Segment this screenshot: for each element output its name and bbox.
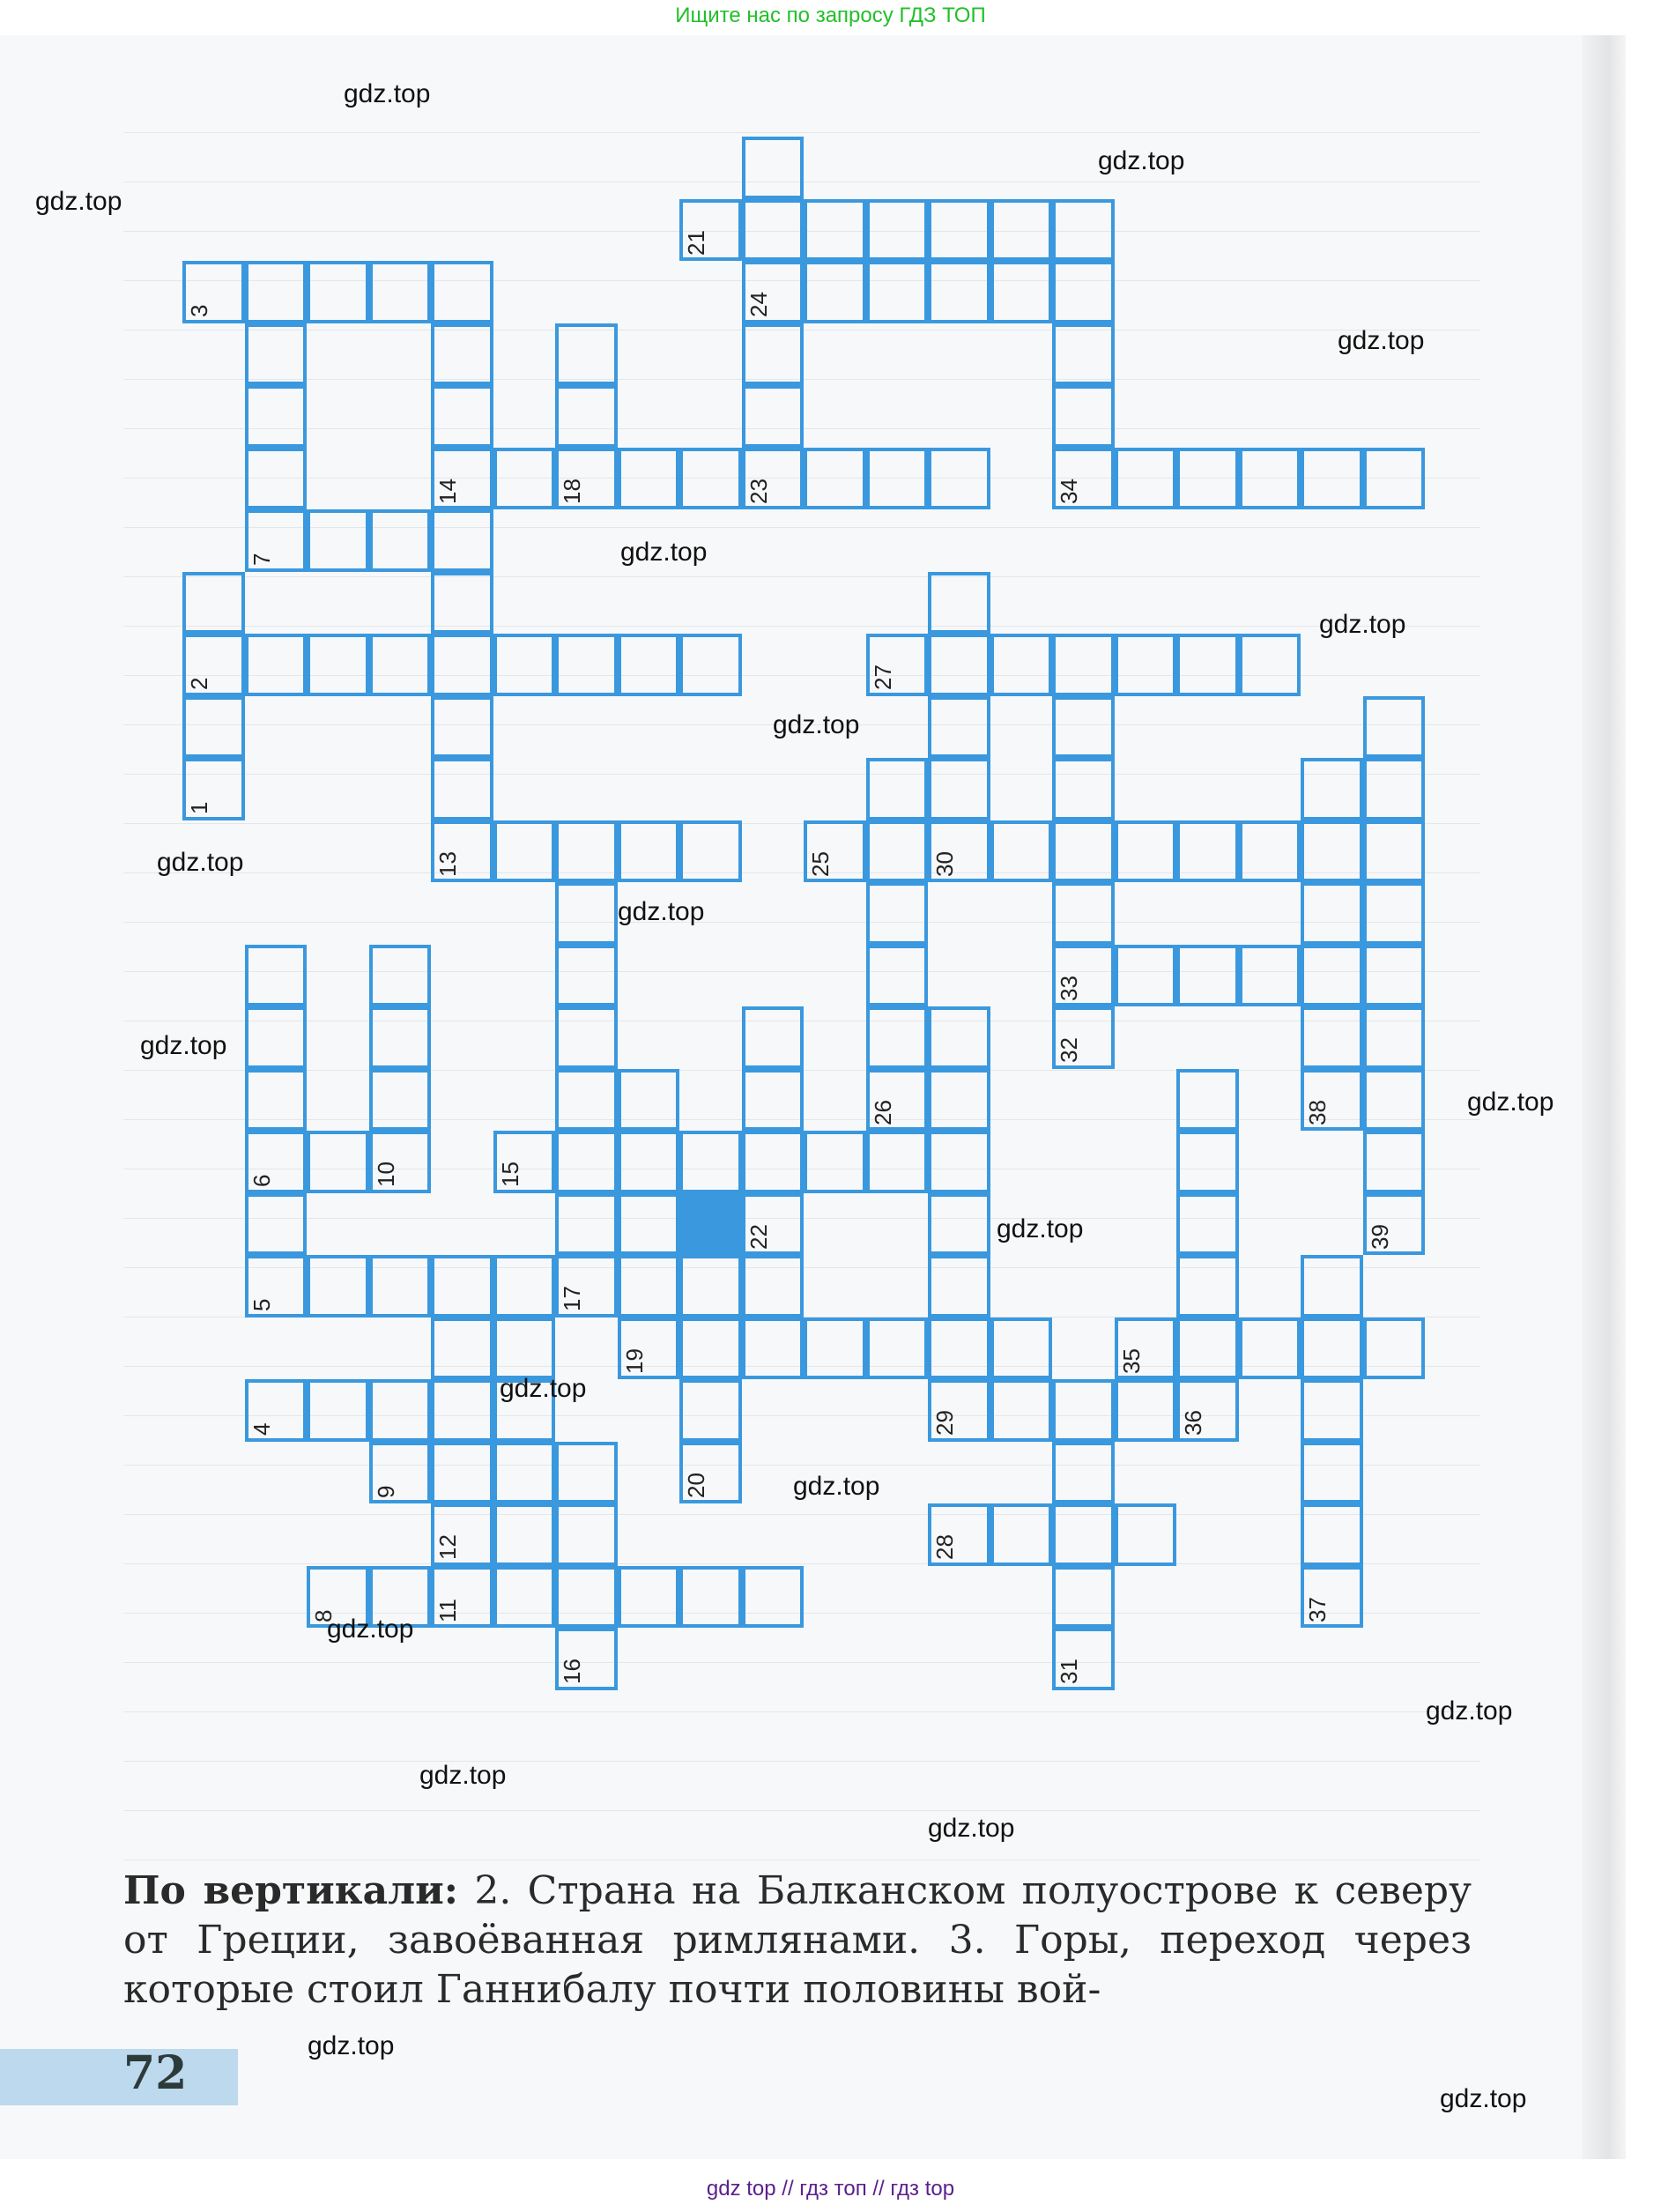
- crossword-cell[interactable]: [618, 448, 680, 510]
- crossword-cell[interactable]: [742, 1069, 805, 1132]
- crossword-cell[interactable]: [1052, 696, 1115, 759]
- clue-number-5: 5: [248, 1298, 275, 1311]
- clue-number-33: 33: [1056, 975, 1082, 1001]
- crossword-cell[interactable]: [866, 1318, 929, 1380]
- crossword-cell[interactable]: [1301, 882, 1363, 945]
- crossword-cell[interactable]: [990, 1379, 1053, 1442]
- crossword-cell[interactable]: [245, 945, 308, 1007]
- crossword-cell[interactable]: [990, 634, 1053, 696]
- crossword-cell[interactable]: [618, 1069, 680, 1132]
- crossword-cell[interactable]: [618, 1566, 680, 1629]
- crossword-cell[interactable]: [307, 1255, 369, 1318]
- crossword-cell[interactable]: [555, 1442, 618, 1504]
- clue-number-31: 31: [1056, 1659, 1082, 1684]
- crossword-cell[interactable]: [679, 1131, 742, 1193]
- clue-number-19: 19: [620, 1347, 648, 1374]
- crossword-cell[interactable]: [431, 385, 493, 448]
- crossword-cell[interactable]: [431, 261, 493, 323]
- bleed-through-line: [123, 576, 1480, 577]
- crossword-cell[interactable]: [1301, 820, 1363, 883]
- crossword-cell[interactable]: [679, 448, 742, 510]
- watermark: gdz.top: [344, 79, 431, 108]
- watermark: gdz.top: [419, 1761, 507, 1790]
- clue-number-8: 8: [310, 1609, 337, 1622]
- crossword-cell[interactable]: [555, 1193, 618, 1256]
- clue-number-12: 12: [434, 1534, 461, 1560]
- crossword-cell[interactable]: [1176, 1069, 1239, 1132]
- crossword-cell[interactable]: [742, 323, 805, 386]
- watermark: gdz.top: [327, 1614, 414, 1644]
- clue-number-24: 24: [745, 292, 772, 317]
- crossword-cell[interactable]: [928, 1255, 990, 1318]
- crossword-cell[interactable]: [245, 385, 308, 448]
- crossword-cell[interactable]: [618, 1131, 680, 1193]
- bleed-through-line: [123, 1465, 1480, 1466]
- crossword-cell[interactable]: [555, 1503, 618, 1566]
- crossword-cell[interactable]: [804, 448, 866, 510]
- crossword-cell[interactable]: [245, 448, 308, 510]
- crossword-cell[interactable]: [493, 634, 556, 696]
- crossword-cell[interactable]: [1239, 945, 1301, 1007]
- crossword-cell[interactable]: [555, 634, 618, 696]
- clue-number-6: 6: [248, 1174, 275, 1187]
- crossword-cell[interactable]: [1115, 1503, 1177, 1566]
- crossword-cell[interactable]: [245, 261, 308, 323]
- crossword-cell[interactable]: [1301, 1318, 1363, 1380]
- crossword-cell[interactable]: [928, 1069, 990, 1132]
- crossword-cell[interactable]: [1301, 1442, 1363, 1504]
- crossword-cell[interactable]: [245, 1069, 308, 1132]
- crossword-cell[interactable]: [1115, 820, 1177, 883]
- bleed-through-line: [123, 1662, 1480, 1663]
- clue-number-38: 38: [1304, 1099, 1331, 1125]
- crossword-cell[interactable]: [1301, 448, 1363, 510]
- crossword-cell[interactable]: [245, 1006, 308, 1069]
- watermark: gdz.top: [308, 2031, 395, 2060]
- crossword-cell[interactable]: [431, 634, 493, 696]
- bleed-through-line: [123, 1563, 1480, 1564]
- crossword-cell[interactable]: [493, 1442, 556, 1504]
- clue-number-15: 15: [496, 1162, 523, 1187]
- clue-number-9: 9: [372, 1485, 399, 1498]
- crossword-cell[interactable]: [1052, 323, 1115, 386]
- crossword-cell[interactable]: [866, 1131, 929, 1193]
- clue-number-16: 16: [559, 1659, 585, 1684]
- crossword-cell[interactable]: [1301, 1379, 1363, 1442]
- watermark: gdz.top: [620, 538, 708, 567]
- crossword-cell[interactable]: [1239, 1318, 1301, 1380]
- clue-number-1: 1: [186, 801, 212, 814]
- clue-number-13: 13: [434, 850, 461, 877]
- crossword-cell[interactable]: [555, 323, 618, 386]
- crossword-cell[interactable]: [928, 1131, 990, 1193]
- crossword-cell[interactable]: [742, 1255, 805, 1318]
- watermark: gdz.top: [1467, 1087, 1554, 1117]
- crossword-cell[interactable]: [245, 1193, 308, 1256]
- bleed-through-line: [123, 1711, 1480, 1712]
- crossword-cell[interactable]: [866, 1006, 929, 1069]
- crossword-cell[interactable]: [679, 820, 742, 883]
- crossword-cell[interactable]: [369, 945, 432, 1007]
- crossword-cell[interactable]: [928, 261, 990, 323]
- clue-number-26: 26: [869, 1099, 896, 1125]
- crossword-cell[interactable]: [431, 509, 493, 572]
- crossword-cell[interactable]: [555, 1566, 618, 1629]
- crossword-cell[interactable]: [866, 945, 929, 1007]
- crossword-cell[interactable]: [618, 1193, 680, 1256]
- bleed-through-line: [123, 774, 1480, 775]
- crossword-cell[interactable]: [431, 572, 493, 635]
- crossword-cell[interactable]: [866, 199, 929, 262]
- crossword-cell[interactable]: [928, 199, 990, 262]
- crossword-cell[interactable]: [866, 758, 929, 820]
- crossword-cell[interactable]: [431, 696, 493, 759]
- crossword-cell[interactable]: [307, 261, 369, 323]
- clue-number-17: 17: [559, 1286, 585, 1311]
- crossword-cell[interactable]: [1363, 1006, 1426, 1069]
- crossword-cell[interactable]: [1052, 1379, 1115, 1442]
- crossword-cell[interactable]: [1239, 634, 1301, 696]
- watermark: gdz.top: [35, 187, 122, 216]
- crossword-cell[interactable]: [742, 1131, 805, 1193]
- clue-number-21: 21: [683, 229, 709, 256]
- crossword-cell[interactable]: [1115, 1379, 1177, 1442]
- bleed-through-line: [123, 132, 1480, 133]
- crossword-cell[interactable]: [1052, 758, 1115, 820]
- page-number-box: [0, 2049, 238, 2105]
- crossword-cell[interactable]: [1301, 945, 1363, 1007]
- crossword-cell[interactable]: [493, 1566, 556, 1629]
- crossword-cell[interactable]: [493, 1318, 556, 1380]
- clue-number-10: 10: [372, 1162, 399, 1187]
- clue-number-25: 25: [807, 850, 834, 877]
- crossword-cell[interactable]: [431, 1318, 493, 1380]
- clue-number-22: 22: [745, 1223, 772, 1250]
- clue-number-28: 28: [931, 1534, 958, 1560]
- clue-number-14: 14: [434, 478, 461, 504]
- crossword-cell[interactable]: [1301, 1006, 1363, 1069]
- watermark: gdz.top: [1440, 2084, 1527, 2113]
- crossword-cell[interactable]: [1052, 820, 1115, 883]
- watermark: gdz.top: [773, 710, 860, 739]
- crossword-cell[interactable]: [493, 1255, 556, 1318]
- crossword-cell[interactable]: [555, 882, 618, 945]
- clue-number-18: 18: [559, 478, 585, 504]
- watermark: gdz.top: [1098, 146, 1185, 175]
- watermark: gdz.top: [997, 1214, 1084, 1243]
- crossword-cell[interactable]: [618, 820, 680, 883]
- crossword-cell[interactable]: [1052, 199, 1115, 262]
- watermark: gdz.top: [928, 1814, 1015, 1843]
- crossword-cell[interactable]: [431, 1379, 493, 1442]
- crossword-cell[interactable]: [431, 323, 493, 386]
- crossword-cell[interactable]: [804, 1318, 866, 1380]
- crossword-cell[interactable]: [1176, 1318, 1239, 1380]
- crossword-cell[interactable]: [679, 1379, 742, 1442]
- crossword-cell[interactable]: [679, 1566, 742, 1629]
- crossword-cell[interactable]: [866, 448, 929, 510]
- crossword-cell[interactable]: [1301, 1255, 1363, 1318]
- crossword-cell[interactable]: [1176, 1193, 1239, 1256]
- crossword-cell[interactable]: [990, 1318, 1053, 1380]
- crossword-cell[interactable]: [866, 820, 929, 883]
- crossword-cell[interactable]: [679, 1318, 742, 1380]
- clue-number-36: 36: [1180, 1410, 1206, 1436]
- crossword-cell[interactable]: [1176, 1255, 1239, 1318]
- crossword-cell[interactable]: [618, 1255, 680, 1318]
- clue-number-34: 34: [1056, 478, 1082, 504]
- bleed-through-line: [123, 922, 1480, 923]
- watermark: gdz.top: [618, 897, 705, 926]
- crossword-cell[interactable]: [928, 572, 990, 635]
- crossword-cell[interactable]: [742, 137, 805, 199]
- crossword-cell[interactable]: [1363, 882, 1426, 945]
- crossword-cell[interactable]: [928, 448, 990, 510]
- crossword-cell[interactable]: [990, 820, 1053, 883]
- crossword-cell[interactable]: [1115, 945, 1177, 1007]
- crossword-cell[interactable]: [369, 634, 432, 696]
- crossword-cell[interactable]: [928, 696, 990, 759]
- clues-heading: По вертикали:: [123, 1868, 458, 1913]
- crossword-cell[interactable]: [679, 634, 742, 696]
- crossword-cell[interactable]: [679, 1255, 742, 1318]
- crossword-cell[interactable]: [1176, 634, 1239, 696]
- crossword-cell[interactable]: [990, 261, 1053, 323]
- crossword-cell[interactable]: [866, 882, 929, 945]
- crossword-cell[interactable]: [1176, 945, 1239, 1007]
- watermark: gdz.top: [140, 1031, 227, 1060]
- crossword-cell-filled[interactable]: [679, 1193, 742, 1256]
- crossword-cell[interactable]: [1115, 634, 1177, 696]
- crossword-cell[interactable]: [555, 820, 618, 883]
- crossword-cell[interactable]: [555, 1006, 618, 1069]
- crossword-cell[interactable]: [1363, 1318, 1426, 1380]
- clue-number-3: 3: [186, 304, 212, 317]
- clue-number-30: 30: [931, 850, 958, 877]
- crossword-cell[interactable]: [1052, 385, 1115, 448]
- watermark: gdz.top: [1426, 1696, 1513, 1726]
- crossword-cell[interactable]: [245, 634, 308, 696]
- clue-number-39: 39: [1366, 1223, 1393, 1250]
- crossword-cell[interactable]: [804, 199, 866, 262]
- crossword-cell[interactable]: [742, 1318, 805, 1380]
- clue-number-37: 37: [1304, 1596, 1331, 1622]
- clue-number-7: 7: [248, 553, 275, 566]
- bottom-banner[interactable]: gdz top // гдз топ // гдз top: [706, 2177, 955, 2201]
- crossword-cell[interactable]: [866, 261, 929, 323]
- watermark: gdz.top: [500, 1374, 587, 1403]
- clues-body: 2. Страна на Балканском полуострове к северу от Греции, завоёванная римлянами. 3. Горы, переход через которые стоил Ганнибалу почти половины вой-: [123, 1868, 1472, 2012]
- crossword-cell[interactable]: [990, 199, 1053, 262]
- crossword-cell[interactable]: [1363, 1069, 1426, 1132]
- bleed-through-line: [123, 1761, 1480, 1762]
- crossword-cell[interactable]: [1052, 1503, 1115, 1566]
- crossword-cell[interactable]: [307, 634, 369, 696]
- crossword-cell[interactable]: [928, 1006, 990, 1069]
- bleed-through-line: [123, 1859, 1480, 1860]
- crossword-cell[interactable]: [1301, 1503, 1363, 1566]
- crossword-cell[interactable]: [555, 1131, 618, 1193]
- crossword-cell[interactable]: [928, 634, 990, 696]
- crossword-cell[interactable]: [555, 1069, 618, 1132]
- clue-number-35: 35: [1117, 1347, 1145, 1374]
- crossword-cell[interactable]: [1363, 696, 1426, 759]
- crossword-cell[interactable]: [307, 1379, 369, 1442]
- crossword-cell[interactable]: [493, 820, 556, 883]
- crossword-cell[interactable]: [1176, 820, 1239, 883]
- crossword-cell[interactable]: [990, 1503, 1053, 1566]
- crossword-cell[interactable]: [493, 448, 556, 510]
- crossword-cell[interactable]: [928, 1193, 990, 1256]
- crossword-cell[interactable]: [493, 1503, 556, 1566]
- crossword-cell[interactable]: [431, 758, 493, 820]
- clue-number-23: 23: [745, 478, 772, 504]
- crossword-cell[interactable]: [618, 634, 680, 696]
- crossword-cell[interactable]: [1176, 1131, 1239, 1193]
- crossword-cell[interactable]: [1363, 758, 1426, 820]
- crossword-cell[interactable]: [1363, 820, 1426, 883]
- crossword-cell[interactable]: [742, 385, 805, 448]
- crossword-cell[interactable]: [1052, 634, 1115, 696]
- crossword-cell[interactable]: [555, 385, 618, 448]
- crossword-cell[interactable]: [1115, 448, 1177, 510]
- page-edge-shadow: [1582, 35, 1626, 2159]
- crossword-cell[interactable]: [307, 509, 369, 572]
- clue-number-32: 32: [1056, 1037, 1082, 1063]
- crossword-cell[interactable]: [1052, 1442, 1115, 1504]
- watermark: gdz.top: [1338, 326, 1425, 355]
- crossword-cell[interactable]: [804, 261, 866, 323]
- crossword-cell[interactable]: [369, 1006, 432, 1069]
- crossword-cell[interactable]: [742, 199, 805, 262]
- crossword-cell[interactable]: [1239, 448, 1301, 510]
- crossword-cell[interactable]: [1363, 945, 1426, 1007]
- crossword-cell[interactable]: [1363, 448, 1426, 510]
- page-number: 72: [123, 2046, 188, 2100]
- crossword-cell[interactable]: [369, 509, 432, 572]
- crossword-cell[interactable]: [742, 1006, 805, 1069]
- crossword-cell[interactable]: [1052, 882, 1115, 945]
- clue-number-4: 4: [248, 1422, 275, 1436]
- crossword-cell[interactable]: [182, 696, 245, 759]
- clue-number-2: 2: [186, 677, 212, 690]
- crossword-cell[interactable]: [1052, 261, 1115, 323]
- crossword-cell[interactable]: [369, 1379, 432, 1442]
- crossword-cell[interactable]: [742, 1566, 805, 1629]
- crossword-cell[interactable]: [245, 323, 308, 386]
- bleed-through-line: [123, 1810, 1480, 1811]
- crossword-cell[interactable]: [928, 1318, 990, 1380]
- clue-number-11: 11: [434, 1598, 461, 1622]
- bleed-through-line: [123, 626, 1480, 627]
- crossword-cell[interactable]: [804, 1131, 866, 1193]
- clues-vertical: [123, 1867, 1472, 2015]
- watermark: gdz.top: [793, 1472, 880, 1501]
- crossword-cell[interactable]: [1052, 1566, 1115, 1629]
- crossword-cell[interactable]: [431, 1442, 493, 1504]
- crossword-cell[interactable]: [1239, 820, 1301, 883]
- watermark: gdz.top: [157, 848, 244, 877]
- clue-number-29: 29: [931, 1410, 958, 1436]
- crossword-cell[interactable]: [182, 572, 245, 635]
- crossword-cell[interactable]: [1301, 758, 1363, 820]
- clue-number-27: 27: [869, 664, 896, 690]
- crossword-cell[interactable]: [1363, 1131, 1426, 1193]
- crossword-cell[interactable]: [369, 261, 432, 323]
- crossword-cell[interactable]: [555, 945, 618, 1007]
- bleed-through-line: [123, 1514, 1480, 1515]
- crossword-cell[interactable]: [928, 758, 990, 820]
- crossword-cell[interactable]: [431, 1255, 493, 1318]
- crossword-cell[interactable]: [307, 1131, 369, 1193]
- crossword-cell[interactable]: [369, 1069, 432, 1132]
- crossword-cell[interactable]: [369, 1255, 432, 1318]
- clue-number-20: 20: [683, 1472, 709, 1498]
- top-banner[interactable]: Ищите нас по запросу ГДЗ ТОП: [675, 4, 986, 27]
- crossword-cell[interactable]: [1176, 448, 1239, 510]
- watermark: gdz.top: [1319, 610, 1406, 639]
